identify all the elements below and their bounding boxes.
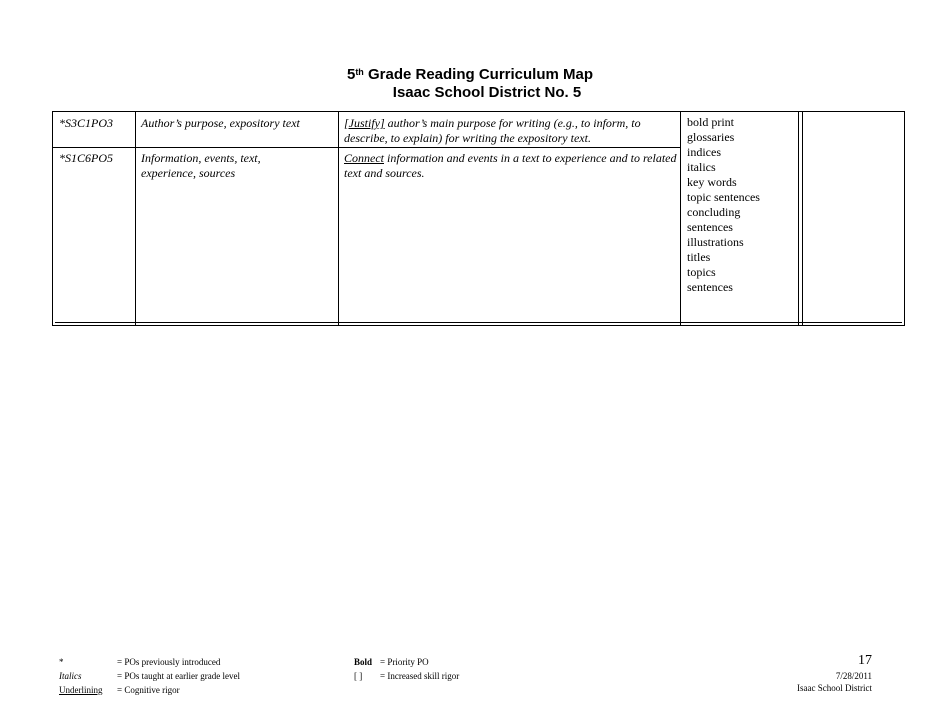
legend-key: Italics	[59, 671, 82, 681]
legend-desc: = Priority PO	[380, 657, 429, 667]
row2-verb: Connect	[344, 151, 384, 165]
title-ordinal: th	[355, 67, 364, 77]
row2-description: information and events in a text to experience and to related text and sources.	[344, 151, 677, 180]
row2-objective	[344, 151, 677, 181]
footer-date: 7/28/2011	[835, 671, 872, 681]
vocab-item: topics	[687, 265, 716, 279]
column-divider	[798, 112, 799, 325]
table-bottom-inner-rule	[55, 322, 902, 323]
vocab-item: glossaries	[687, 130, 735, 144]
legend-key: *	[59, 657, 64, 667]
footer-district: Isaac School District	[797, 683, 872, 693]
vocab-item: italics	[687, 160, 716, 174]
vocab-item: key words	[687, 175, 737, 189]
column-divider	[802, 112, 803, 325]
row1-topic: Author’s purpose, expository text	[141, 116, 300, 130]
column-divider	[680, 112, 681, 325]
legend-desc: = Cognitive rigor	[117, 685, 180, 695]
legend-desc: = Increased skill rigor	[380, 671, 460, 681]
legend-key: Bold	[354, 657, 373, 667]
legend-key: [ ]	[354, 671, 363, 681]
vocab-item: indices	[687, 145, 721, 159]
page-subtitle: Isaac School District No. 5	[392, 84, 582, 101]
vocab-item: illustrations	[687, 235, 744, 249]
column-divider	[135, 112, 136, 325]
title-text: Grade Reading Curriculum Map	[363, 66, 594, 83]
vocab-item: concluding	[687, 205, 741, 219]
page-number: 17	[858, 653, 872, 668]
vocab-item: sentences	[687, 280, 733, 294]
page-title	[200, 66, 740, 102]
row1-objective	[344, 116, 677, 146]
row2-code: *S1C6PO5	[59, 151, 113, 165]
vocab-item: topic sentences	[687, 190, 760, 204]
row1-code: *S3C1PO3	[59, 116, 113, 130]
legend-desc: = POs previously introduced	[117, 657, 221, 667]
row-divider	[53, 147, 681, 148]
legend-key: Underlining	[59, 685, 103, 695]
row1-description: author’s main purpose for writing (e.g., to inform, to describe, to explain) for writing the expository text.	[344, 116, 641, 145]
vocabulary-list	[687, 115, 760, 295]
curriculum-table	[52, 111, 905, 326]
row1-verb: [Justify]	[344, 116, 385, 130]
vocab-item: bold print	[687, 115, 734, 129]
title-grade-number: 5	[346, 66, 356, 83]
column-divider	[338, 112, 339, 325]
vocab-item: titles	[687, 250, 711, 264]
vocab-item: sentences	[687, 220, 733, 234]
row2-topic: Information, events, text, experience, sources	[141, 151, 261, 180]
legend-desc: = POs taught at earlier grade level	[117, 671, 241, 681]
